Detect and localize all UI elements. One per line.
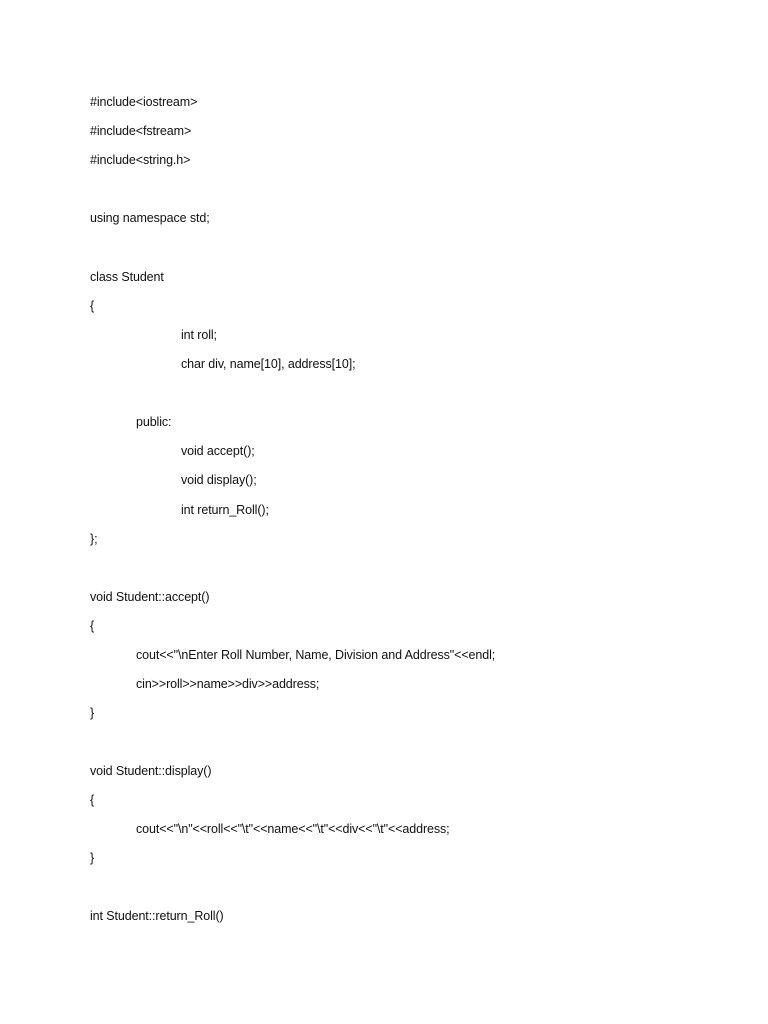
code-line-include-string: #include<string.h> — [90, 153, 191, 167]
code-line-decl-display: void display(); — [181, 473, 257, 487]
code-line-member-chars: char div, name[10], address[10]; — [181, 357, 356, 371]
code-line-decl-accept: void accept(); — [181, 444, 255, 458]
code-line-using-namespace: using namespace std; — [90, 211, 210, 225]
code-line-accept-open: { — [90, 619, 95, 633]
code-line-class-declaration: class Student — [90, 270, 164, 284]
code-line-accept-cin: cin>>roll>>name>>div>>address; — [136, 677, 320, 691]
code-line-display-cout: cout<<"\n"<<roll<<"\t"<<name<<"\t"<<div<<"\t"<<address; — [136, 822, 450, 836]
code-line-member-roll: int roll; — [181, 328, 217, 342]
code-line-public-label: public: — [136, 415, 172, 429]
code-line-display-definition: void Student::display() — [90, 764, 212, 778]
code-line-return-roll-definition: int Student::return_Roll() — [90, 909, 224, 923]
code-line-display-open: { — [90, 793, 95, 807]
code-line-accept-close: } — [90, 706, 95, 720]
code-line-accept-cout: cout<<"\nEnter Roll Number, Name, Division and Address"<<endl; — [136, 648, 496, 662]
code-line-open-brace: { — [90, 299, 95, 313]
code-line-class-close: }; — [90, 532, 98, 546]
code-line-accept-definition: void Student::accept() — [90, 590, 210, 604]
code-line-include-iostream: #include<iostream> — [90, 95, 198, 109]
code-line-include-fstream: #include<fstream> — [90, 124, 192, 138]
code-line-display-close: } — [90, 851, 95, 865]
code-line-decl-return-roll: int return_Roll(); — [181, 503, 269, 517]
